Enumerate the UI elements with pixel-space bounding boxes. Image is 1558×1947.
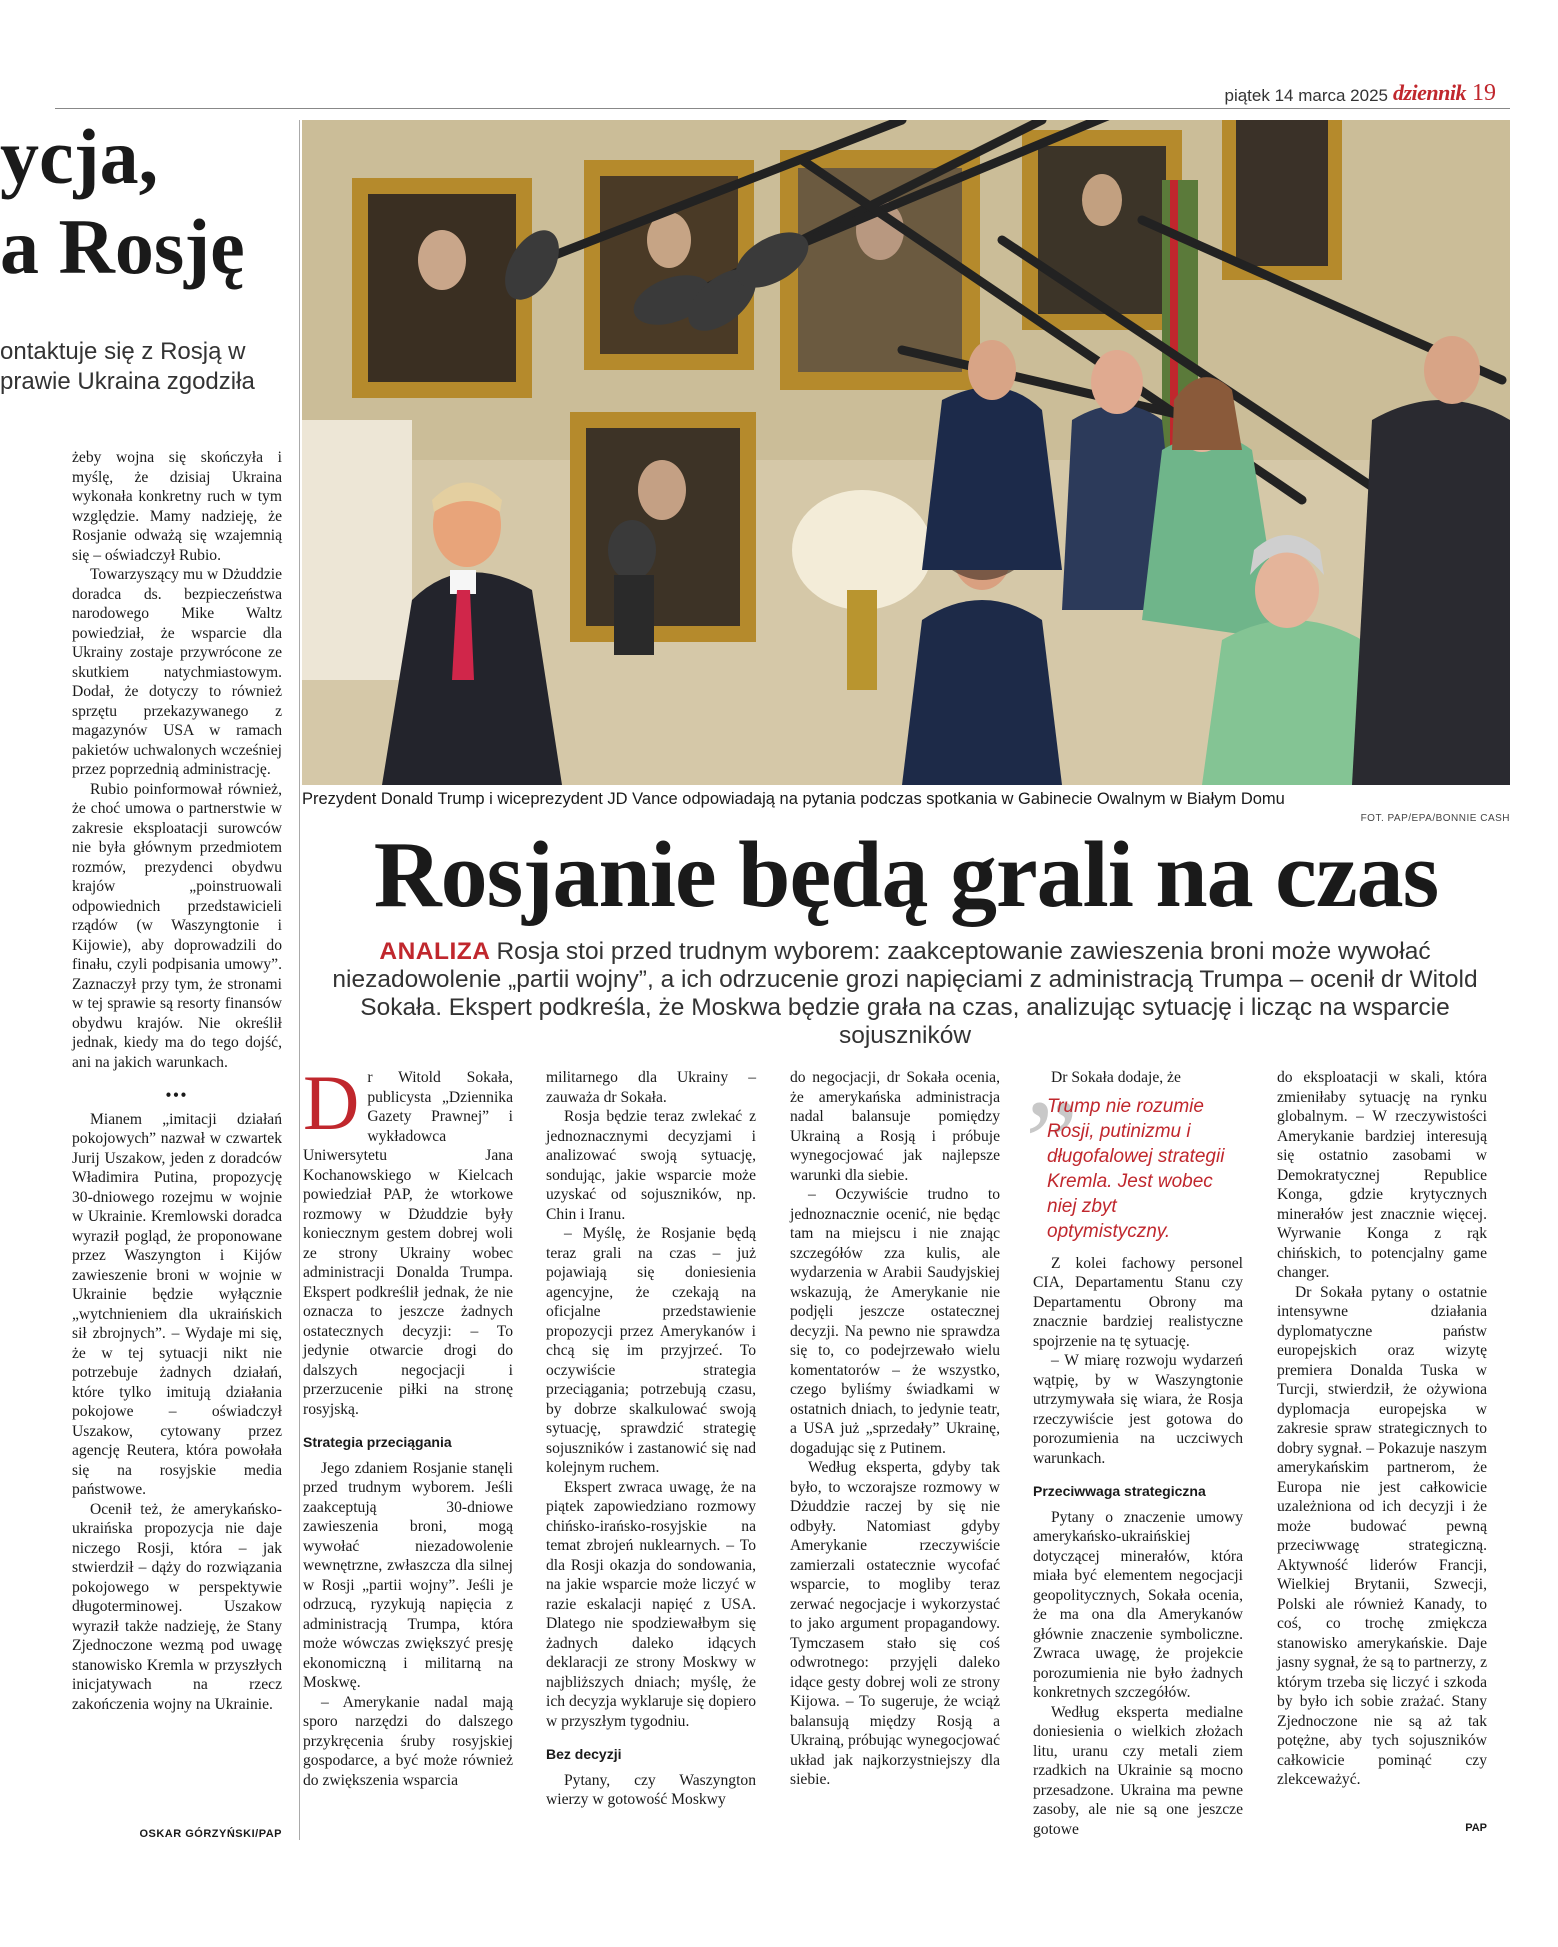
paragraph: Jego zdaniem Rosjanie stanęli przed trudnym wyborem. Jeśli zaakceptują 30-dniowe zawieszenia broni, mogą wywołać niezadowolenie wewnętrzne, zwłaszcza dla silnej w Rosji „partii wojny”. Jeśli je odrzucą, ryzykują napięcia z administracją Trumpa, która może wówczas zwiększyć presję ekonomiczną i militarną na Moskwę. xyxy=(303,1459,513,1691)
header-rule xyxy=(55,108,1510,109)
oval-office-photo-illustration xyxy=(302,120,1510,785)
paragraph-text: r Witold Sokała, publicysta „Dziennika Gazety Prawnej” i wykładowca Uniwersytetu Jana Kochanowskiego w Kielcach powiedział PAP, że wtorkowe rozmowy w Dżuddzie były koniecznym gestem dobrej woli ze strony Ukrainy wobec administracji Donalda Trumpa. Ekspert podkreślił jednak, że nie oznacza to jeszcze żadnych ostatecznych decyzji: – To jedynie otwarcie drogi do dalszych negocjacji i przerzucenie piłki na stronę rosyjską. xyxy=(303,1069,513,1418)
left-lead-line-1: ontaktuje się z Rosją w xyxy=(0,338,246,365)
left-article-byline: OSKAR GÓRZYŃSKI/PAP xyxy=(139,1828,282,1840)
photo-caption: Prezydent Donald Trump i wiceprezydent JD Vance odpowiadają na pytania podczas spotkania w Gabinecie Owalnym w Białym Domu xyxy=(302,790,1285,808)
standfirst xyxy=(330,938,1480,1050)
paragraph xyxy=(303,1059,513,1419)
quote-mark-icon: ” xyxy=(1025,1074,1079,1208)
paragraph: – Amerykanie nadal mają sporo narzędzi do dalszego przykręcenia śruby rosyjskiej gospodarce, a być może również do zwiększenia wsparcia xyxy=(303,1693,513,1789)
article-column-1 xyxy=(303,1059,513,1790)
paragraph: Ekspert zwraca uwagę, że na piątek zapowiedziano rozmowy chińsko-irańsko-rosyjskie na temat zbrojeń nuklearnych. – To dla Rosji okazja do sondowania, na jakie wsparcie może liczyć w razie eskalacji napięć z USA. Dlatego nie spodziewałbym się żadnych daleko idących deklaracji ze strony Moskwy w najbliższych dniach; myślę, że ich decyzja wyklaruje się dopiero w przyszłym tygodniu. xyxy=(546,1478,756,1730)
paragraph: – Oczywiście trudno to jednoznacznie ocenić, nie będąc tam na miejscu i nie znając szczegółów zza kulis, ale wydarzenia w Arabii Saudyjskiej wskazują, że Amerykanie nie podjęli jeszcze ostatecznej decyzji. Na pewno nie sprawdza się to, co podejrzewało wielu komentatorów – że wszystko, czego byliśmy świadkami w ostatnich dniach, to jedynie teatr, a USA już „sprzedały” Ukrainę, dogadując się z Putinem. xyxy=(790,1186,1000,1457)
paragraph: Dr Sokała dodaje, że xyxy=(1051,1069,1181,1086)
subheading: Strategia przeciągania xyxy=(303,1434,452,1450)
standfirst-text: Rosja stoi przed trudnym wyborem: zaakceptowanie zawieszenia broni może wywołać niezadowolenie „partii wojny”, a ich odrzucenie grozi napięciami z administracją Trumpa – ocenił dr Witold Sokała. Ekspert podkreśla, że Moskwa będzie grała na czas, analizując sytuację i licząc na wsparcie sojuszników xyxy=(332,938,1478,1049)
paragraph: do negocjacji, dr Sokała ocenia, że amerykańska administracja nadal balansuje pomiędzy Ukrainą a Rosją i próbuje wynegocjować jak najlepsze warunki dla siebie. xyxy=(790,1069,1000,1184)
left-article-column xyxy=(72,448,282,1714)
article-column-5 xyxy=(1277,1068,1487,1790)
left-headline-line-2: a Rosję xyxy=(0,203,245,290)
paragraph: Pytany, czy Waszyngton wierzy w gotowość Moskwy xyxy=(546,1771,756,1808)
main-headline: Rosjanie będą grali na czas xyxy=(373,823,1439,927)
publication-date: piątek 14 marca 2025 xyxy=(1224,86,1388,105)
paragraph: – Myślę, że Rosjanie będą teraz grali na czas – już pojawiają się doniesienia agencyjne, że czekają na oficjalne przedstawienie propozycji przez Amerykanów i chcą się im przyjrzeć. To oczywiście strategia przeciągania; potrzebują czasu, by dobrze skalkulować swoją sytuację, sprawdzić strategię sojuszników i zastanowić się nad kolejnym ruchem. xyxy=(546,1225,756,1476)
paragraph: do eksploatacji w skali, która zmieniłaby sytuację na rynku globalnym. – W rzeczywistości Amerykanie bardziej interesują się ostatnio zasobami w Demokratycznej Republice Konga, gdzie krytycznych minerałów jest znacznie więcej. Wyrwanie Konga z rąk chińskich, to potencjalny game changer. xyxy=(1277,1069,1487,1281)
masthead-logo: dziennik xyxy=(1392,80,1466,105)
page-number: 19 xyxy=(1472,80,1496,106)
article-column-2 xyxy=(546,1068,756,1810)
paragraph: Mianem „imitacji działań pokojowych” nazwał w czwartek Jurij Uszakow, jeden z doradców Władimira Putina, propozycję 30-dniowego rozejmu w wojnie w Ukrainie. Kremlowski doradca wyraził pogląd, że proponowane przez Waszyngton i Kijów zawieszenie broni w wojnie w Ukrainie będzie wyłącznie „wytchnieniem dla ukraińskich sił zbrojnych”. – Wydaje mi się, że w tej sytuacji nikt nie potrzebuje żadnych działań, które tylko imitują działania pokojowe – oświadczył Uszakow, cytowany przez agencję Reutera, która powołała się na rosyjskie media państwowe. xyxy=(72,1110,282,1498)
paragraph: Według eksperta, gdyby tak było, to wczorajsze rozmowy w Dżuddzie raczej by się nie odbyły. Natomiast gdyby Amerykanie rzeczywiście zamierzali ostatecznie wycofać wsparcie, to mogliby teraz zerwać negocjacje i wykorzystać to jako argument propagandowy. Tymczasem stało się coś odwrotnego: przyjęli daleko idące gesty dobrej woli ze strony Kijowa. – To sugeruje, że wciąż balansują między Rosją a Ukrainą, próbując wynegocjować układ jak najkorzystniejszy dla siebie. xyxy=(790,1459,1000,1788)
paragraph: Według eksperta medialne doniesienia o wielkich złożach litu, uranu czy metali ziem rzadkich na Ukrainie są mocno przesadzone. Ukraina ma pewne zasoby, ale nie są one jeszcze gotowe xyxy=(1033,1703,1243,1838)
paragraph: Ocenił też, że amerykańsko-ukraińska propozycja nie daje niczego Rosji, która – jak stwierdził – dąży do rozwiązania pokojowego w perspektywie długoterminowej. Uszakow wyraził także nadzieję, że Stany Zjednoczone wezmą pod uwagę stanowisko Kremla w przyszłych inicjatywach na rzecz zakończenia wojny na Ukrainie. xyxy=(72,1500,282,1713)
paragraph: Rubio poinformował również, że choć umowa o partnerstwie w zakresie eksploatacji surowców nie była głównym przedmiotem rozmów, prezydenci obydwu krajów „poinstruowali odpowiednich przedstawicieli rządów (w Waszyngtonie i Kijowie), aby doprowadzili do finału, czyli podpisania umowy”. Zaznaczył przy tym, że stronami w tej sprawie są resorty finansów obydwu krajów. Nie określił jednak, kiedy ma do tego dojść, ani na jakich warunkach. xyxy=(72,780,282,1071)
pull-quote-text: Trump nie rozumie Rosji, putinizmu i długofalowej strategii Kremla. Jest wobec niej zbyt optymistyczny. xyxy=(1047,1095,1225,1242)
drop-cap: D xyxy=(303,1059,360,1146)
section-tag: ANALIZA xyxy=(379,938,491,965)
paragraph: żeby wojna się skończyła i myślę, że dzisiaj Ukraina wykonała konkretny ruch w tym względzie. Mamy nadzieję, że Rosjanie odważą się wzajemnią się – oświadczył Rubio. xyxy=(72,449,282,564)
section-separator: ••• xyxy=(165,1087,189,1104)
main-article-byline: PAP xyxy=(1465,1822,1487,1834)
paragraph: Z kolei fachowy personel CIA, Departamentu Stanu czy Departamentu Obrony ma znacznie bardziej realistyczne spojrzenie na tę sytuację. xyxy=(1033,1254,1243,1350)
article-photo xyxy=(302,120,1510,785)
paragraph: Rosja będzie teraz zwlekać z jednoznacznymi decyzjami i analizować swoją sytuację, sondując, jakie wsparcie może uzyskać od sojuszników, np. Chin i Iranu. xyxy=(546,1108,756,1223)
subheading: Przeciwwaga strategiczna xyxy=(1033,1483,1206,1499)
photo-credit: FOT. PAP/EPA/BONNIE CASH xyxy=(1360,813,1510,824)
subheading: Bez decyzji xyxy=(546,1746,622,1762)
paragraph: Pytany o znaczenie umowy amerykańsko-ukraińskiej dotyczącej minerałów, która miała być elementem negocjacji geopolitycznych, Sokała ocenia, że ma ona dla Amerykanów głównie znaczenie symboliczne. Zwraca uwagę, że projekcie porozumienia nie było żadnych konkretnych szczegółów. xyxy=(1033,1508,1243,1701)
paragraph: – W miarę rozwoju wydarzeń wątpię, by w Waszyngtonie utrzymywała się wiara, że Rosja rzeczywiście jest gotowa do porozumienia na uczciwych warunkach. xyxy=(1033,1352,1243,1467)
left-lead-line-2: prawie Ukraina zgodziła xyxy=(0,368,255,395)
paragraph: Towarzyszący mu w Dżuddzie doradca ds. bezpieczeństwa narodowego Mike Waltz powiedział, że wsparcie dla Ukrainy zostaje przywrócone ze skutkiem natychmiastowym. Dodał, że dotyczy to również sprzętu przekazywanego z magazynów USA w ramach pakietów uchwalonych wcześniej przez poprzednią administrację. xyxy=(72,566,282,778)
article-column-4 xyxy=(1025,1068,1243,1839)
left-headline-line-1: ycja, xyxy=(0,113,159,200)
paragraph: Dr Sokała pytany o ostatnie intensywne działania dyplomatyczne państw europejskich oraz wizytę premiera Donalda Tuska w Turcji, stwierdził, że ożywiona dyplomacja europejska w zakresie spraw strategicznych to dobry sygnał. – Pokazuje naszym amerykańskim partnerom, że Europa nie jest całkowicie uzależniona od ich decyzji i że może budować pewną przeciwwagę strategiczną. Aktywność liderów Francji, Wielkiej Brytanii, Szwecji, Polski ale również Kanady, to coś, co trochę zmiękcza stanowisko amerykańskie. Daje jasny sygnał, że są to partnerzy, z którym trzeba się liczyć i szkoda by było ich sobie zrażać. Stany Zjednoczone nie są aż tak potężne, aby tych sojuszników całkowicie pominąć czy zlekceważyć. xyxy=(1277,1283,1487,1788)
paragraph: militarnego dla Ukrainy – zauważa dr Sokała. xyxy=(546,1069,756,1106)
column-divider xyxy=(299,120,300,1840)
article-column-3 xyxy=(790,1068,1000,1790)
